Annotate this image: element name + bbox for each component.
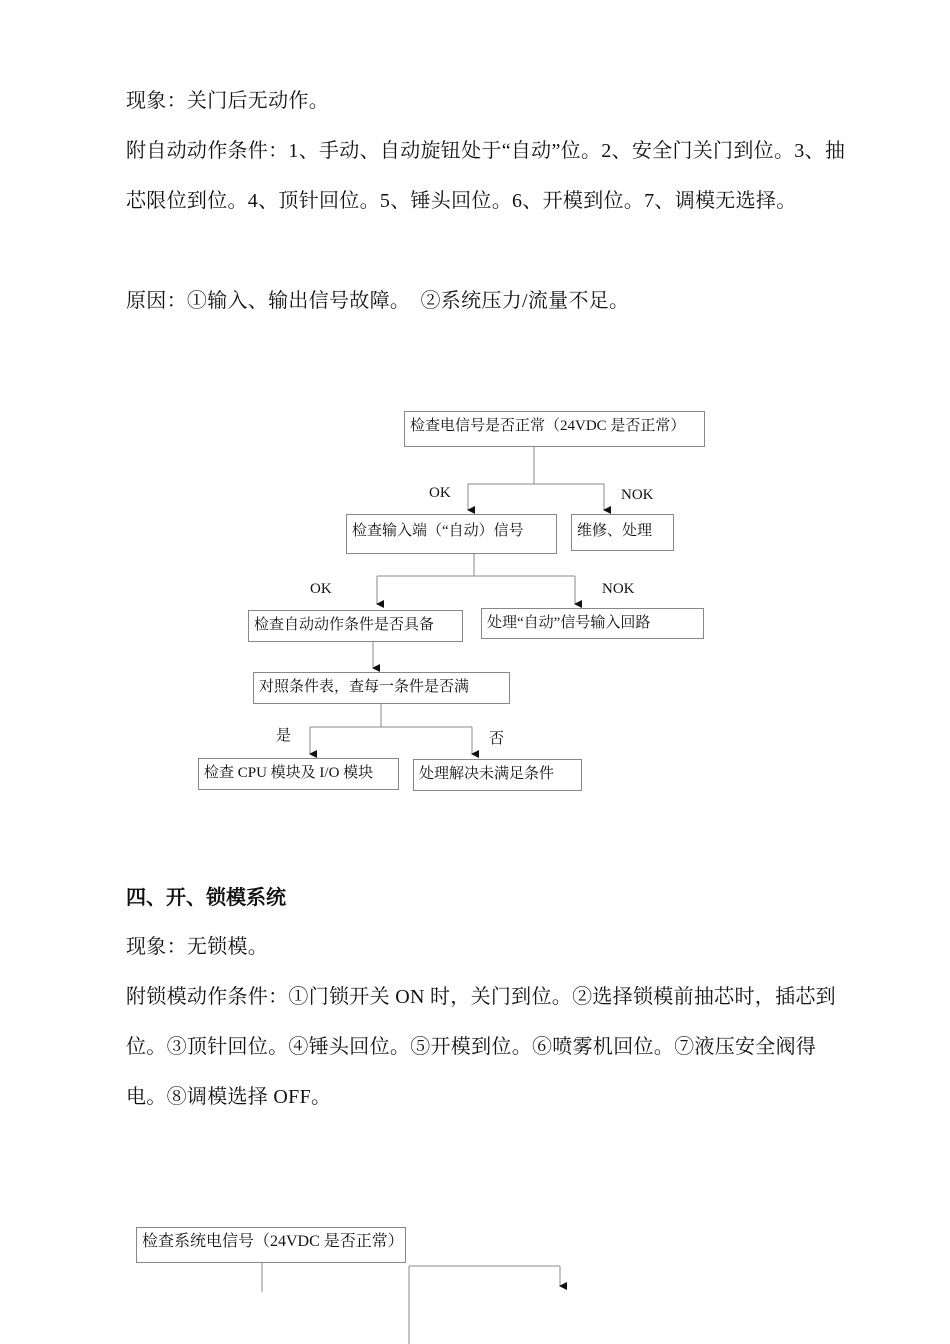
ok-label-1: OK: [429, 485, 451, 501]
ok-label-2: OK: [310, 581, 332, 597]
handle-circuit-box: [481, 608, 704, 639]
compare-table-box: [253, 672, 510, 704]
check-conditions-box: [248, 610, 463, 642]
check-cpu-box: [198, 758, 399, 790]
check-system-power-box: [136, 1227, 406, 1263]
check-input-label: 检查输入端（“自动）信号: [352, 523, 524, 539]
check-conditions-label: 检查自动动作条件是否具备: [254, 617, 435, 633]
check-power-label: 检查电信号是否正常（24VDC 是否正常）: [410, 418, 686, 434]
check-input-box: [346, 514, 557, 554]
no-label: 否: [489, 731, 505, 747]
check-system-power-label: 检查系统电信号（24VDC 是否正常）: [142, 1233, 404, 1250]
handle-circuit-label: 处理“自动”信号输入回路: [487, 615, 651, 631]
handle-unmet-box: [413, 759, 582, 791]
nok-label-2: NOK: [602, 581, 635, 597]
compare-table-label: 对照条件表，查每一条件是否满: [259, 679, 470, 695]
repair-box: [571, 514, 674, 551]
check-power-box: [404, 411, 705, 447]
section-heading: 四、开、锁模系统: [126, 887, 286, 909]
repair-label: 维修、处理: [577, 523, 653, 539]
yes-label: 是: [276, 728, 292, 744]
clamp-symptom-text: 现象：无锁模。: [126, 936, 269, 958]
auto-conditions-text: 附自动动作条件：1、手动、自动旋钮处于“自动”位。2、安全门关门到位。3、抽芯限位到位。4、顶针回位。5、锤头回位。6、开模到位。7、调模无选择。: [126, 140, 846, 212]
clamp-conditions-text: 附锁模动作条件：①门锁开关 ON 时，关门到位。②选择锁模前抽芯时，插芯到位。③顶针回位。④锤头回位。⑤开模到位。⑥喷雾机回位。⑦液压安全阀得电。⑧调模选择 OFF。: [126, 986, 836, 1108]
handle-unmet-label: 处理解决未满足条件: [419, 766, 555, 782]
nok-label-1: NOK: [621, 487, 654, 503]
check-cpu-label: 检查 CPU 模块及 I/O 模块: [204, 765, 374, 781]
cause-text: 原因：①输入、输出信号故障。 ②系统压力/流量不足。: [126, 290, 630, 312]
symptom-text: 现象：关门后无动作。: [126, 90, 329, 112]
